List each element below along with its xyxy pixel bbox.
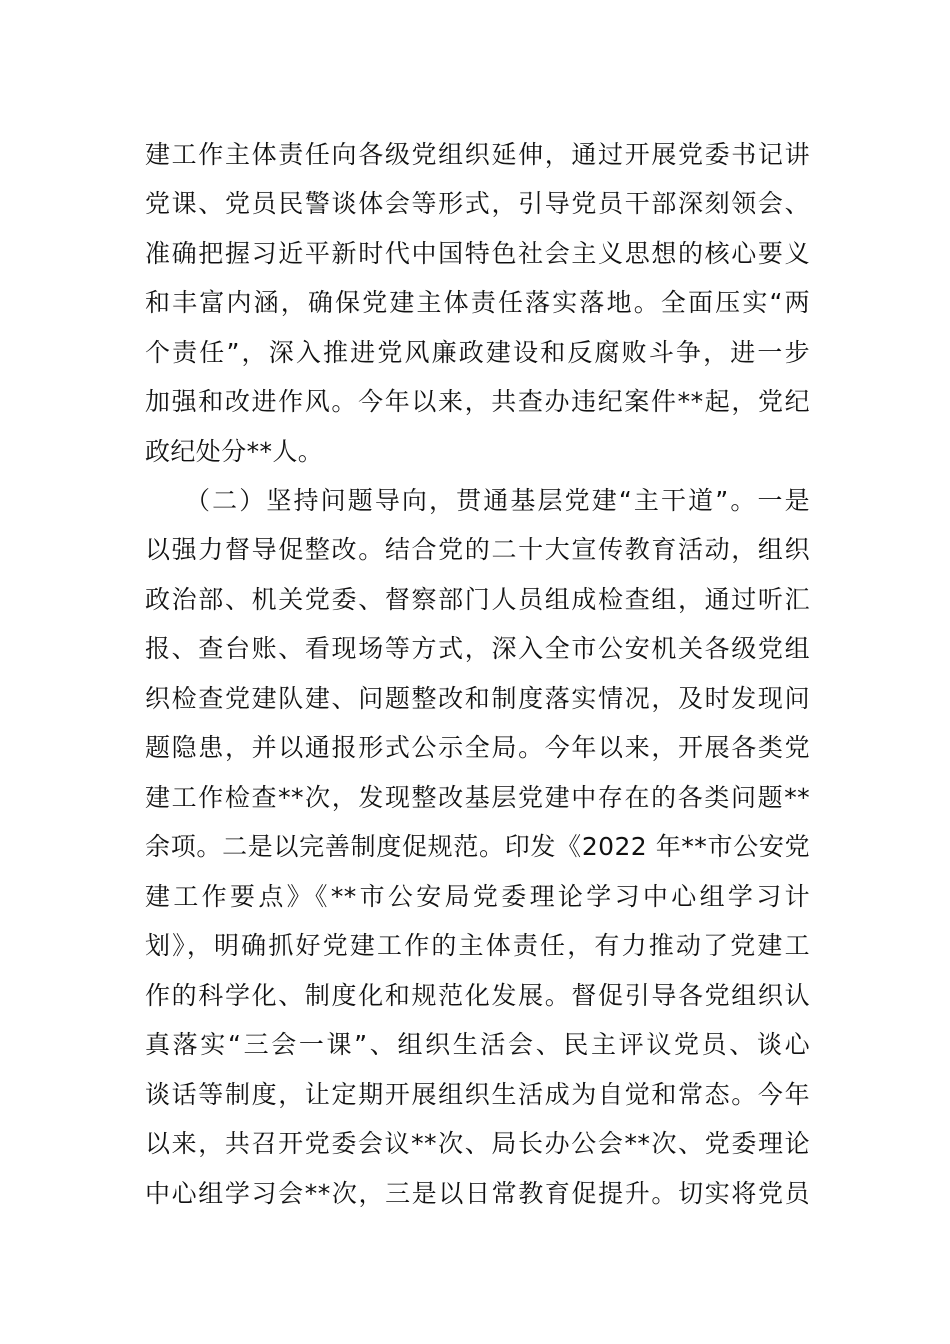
text-line: 作的科学化、制度化和规范化发展。督促引导各党组织认 [145, 981, 810, 1010]
text-line: 中心组学习会**次，三是以日常教育促提升。切实将党员 [145, 1179, 810, 1208]
text-line: 政治部、机关党委、督察部门人员组成检查组，通过听汇 [145, 585, 810, 614]
text-line: 建工作检查**次，发现整改基层党建中存在的各类问题** [145, 783, 810, 812]
text-line: 和丰富内涵，确保党建主体责任落实落地。全面压实“两 [145, 288, 810, 317]
text-line: 题隐患，并以通报形式公示全局。今年以来，开展各类党 [145, 733, 810, 762]
text-line: 以强力督导促整改。结合党的二十大宣传教育活动，组织 [145, 535, 810, 564]
text-line: 织检查党建队建、问题整改和制度落实情况，及时发现问 [145, 684, 810, 713]
text-line: 加强和改进作风。今年以来，共查办违纪案件**起，党纪 [145, 387, 810, 416]
text-line: 以来，共召开党委会议**次、局长办公会**次、党委理论 [145, 1129, 810, 1158]
text-line: 谈话等制度，让定期开展组织生活成为自觉和常态。今年 [145, 1080, 810, 1109]
text-line: 准确把握习近平新时代中国特色社会主义思想的核心要义 [145, 239, 810, 268]
text-line: 建工作主体责任向各级党组织延伸，通过开展党委书记讲 [145, 140, 810, 169]
text-line: 党课、党员民警谈体会等形式，引导党员干部深刻领会、 [145, 189, 810, 218]
text-line: 个责任”，深入推进党风廉政建设和反腐败斗争，进一步 [145, 338, 810, 367]
text-line: 建工作要点》《**市公安局党委理论学习中心组学习计 [145, 882, 810, 911]
text-line: 报、查台账、看现场等方式，深入全市公安机关各级党组 [145, 634, 810, 663]
text-line: 划》，明确抓好党建工作的主体责任，有力推动了党建工 [145, 931, 810, 960]
text-line: 余项。二是以完善制度促规范。印发《2022 年**市公安党 [145, 832, 810, 861]
text-line: 政纪处分**人。 [145, 437, 324, 466]
paragraph-heading-line: （二）坚持问题导向，贯通基层党建“主干道”。一是 [185, 486, 810, 515]
text-line: 真落实“三会一课”、组织生活会、民主评议党员、谈心 [145, 1030, 810, 1059]
